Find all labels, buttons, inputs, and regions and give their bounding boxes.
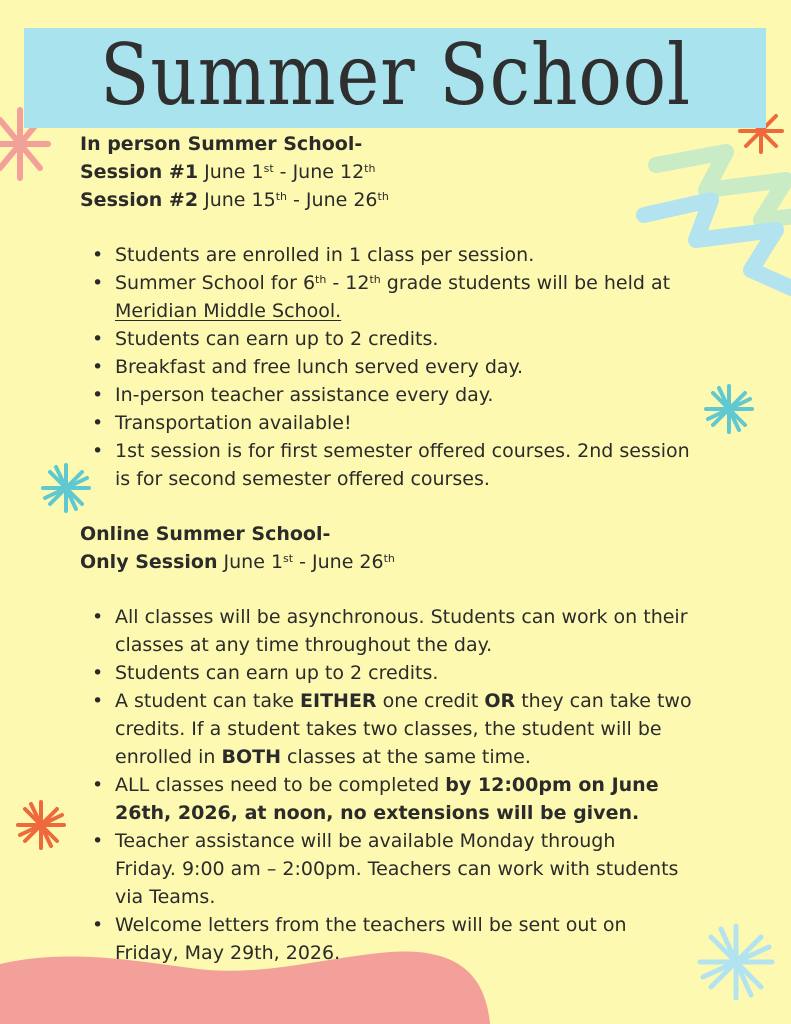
list-item: • 1st session is for first semester offered courses. 2nd session is for second semester offered courses.: [80, 437, 740, 493]
in-person-bullet-list: [80, 241, 740, 493]
list-item: • Welcome letters from the teachers will be sent out on Friday, May 29th, 2026.: [80, 911, 740, 967]
list-item: • ALL classes need to be completed by 12:00pm on June 26th, 2026, at noon, no extensions will be given.: [80, 771, 740, 827]
page-title: Summer School: [99, 26, 692, 124]
list-item: • A student can take EITHER one credit OR they can take two credits. If a student takes two classes, the student will be enrolled in BOTH classes at the same time.: [80, 687, 740, 771]
flyer-content: [80, 130, 740, 967]
session-1-line: Session #1 June 1st - June 12th: [80, 161, 376, 183]
in-person-heading: In person Summer School-: [80, 133, 363, 155]
list-item: • Students can earn up to 2 credits.: [80, 659, 740, 687]
list-item: • In-person teacher assistance every day.: [80, 381, 740, 409]
meridian-school-link[interactable]: Meridian Middle School.: [115, 300, 342, 322]
session-2-line: Session #2 June 15th - June 26th: [80, 189, 389, 211]
online-session-line: Only Session June 1st - June 26th: [80, 551, 395, 573]
list-item: • Students can earn up to 2 credits.: [80, 325, 740, 353]
list-item: • Breakfast and free lunch served every day.: [80, 353, 740, 381]
list-item: • Students are enrolled in 1 class per session.: [80, 241, 740, 269]
list-item: • Teacher assistance will be available Monday through Friday. 9:00 am – 2:00pm. Teachers can work with students via Teams.: [80, 827, 740, 911]
list-item: • Summer School for 6th - 12th grade students will be held at Meridian Middle School.: [80, 269, 740, 325]
list-item: • Transportation available!: [80, 409, 740, 437]
online-bullet-list: [80, 603, 740, 967]
online-heading: Online Summer School-: [80, 523, 331, 545]
list-item: • All classes will be asynchronous. Students can work on their classes at any time throughout the day.: [80, 603, 740, 659]
orange-starburst-icon: [15, 799, 67, 851]
